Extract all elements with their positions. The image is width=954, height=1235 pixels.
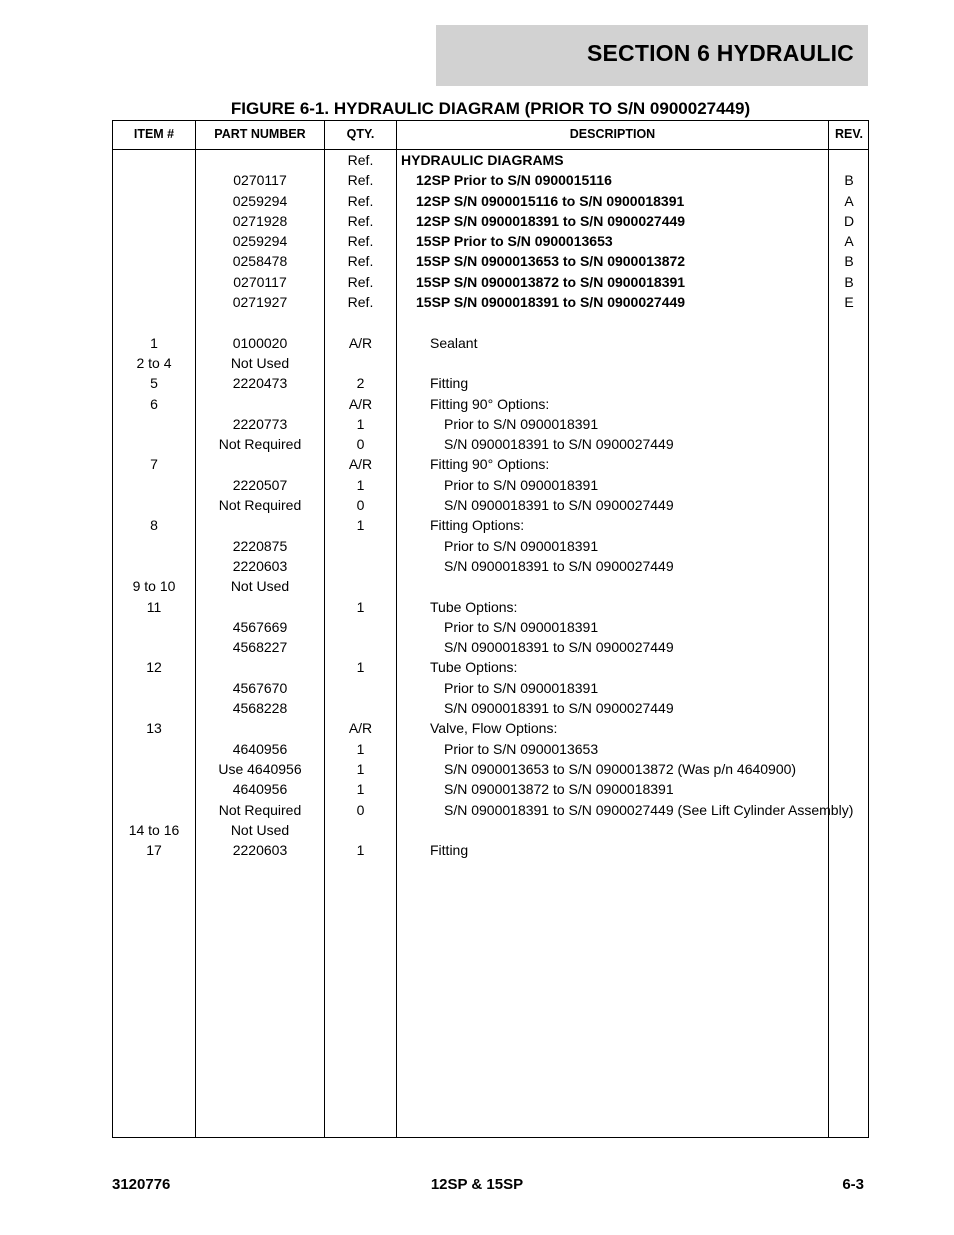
table-row: [113, 678, 868, 698]
table-row: [113, 333, 868, 353]
part-number-cell: 2220507: [232, 476, 288, 493]
table-row: [113, 414, 868, 434]
description-cell: Prior to S/N 0900018391: [444, 537, 599, 554]
description-cell: S/N 0900018391 to S/N 0900027449: [444, 700, 674, 717]
rev-cell: A: [844, 192, 854, 209]
description-cell: Fitting: [430, 842, 469, 859]
qty-cell: 1: [356, 517, 365, 534]
header-item: ITEM #: [133, 127, 175, 141]
rev-cell: B: [844, 172, 854, 189]
header-part-number: PART NUMBER: [214, 127, 306, 141]
figure-title: FIGURE 6-1. HYDRAULIC DIAGRAM (PRIOR TO S/N 0900027449): [230, 99, 751, 118]
qty-cell: 1: [356, 740, 365, 757]
table-row: [113, 211, 868, 231]
table-row: [113, 576, 868, 596]
rev-cell: A: [844, 233, 854, 250]
part-number-cell: Not Required: [218, 801, 302, 818]
part-number-cell: 4567670: [232, 679, 288, 696]
description-cell: 15SP Prior to S/N 0900013653: [416, 233, 613, 250]
table-row: [113, 170, 868, 190]
rev-cell: B: [844, 273, 854, 290]
item-number-cell: 1: [150, 334, 158, 351]
part-number-cell: 4568227: [232, 639, 288, 656]
header-rev: REV.: [834, 127, 864, 141]
part-number-cell: 0271927: [232, 294, 288, 311]
table-row: [113, 292, 868, 312]
description-cell: S/N 0900018391 to S/N 0900027449 (See Lift Cylinder Assembly): [444, 801, 854, 818]
qty-cell: 2: [356, 375, 365, 392]
part-number-cell: Not Required: [218, 436, 302, 453]
description-cell: S/N 0900013653 to S/N 0900013872 (Was p/n 4640900): [444, 760, 797, 777]
description-cell: Prior to S/N 0900018391: [444, 476, 599, 493]
qty-cell: 1: [356, 781, 365, 798]
item-number-cell: 6: [150, 395, 158, 412]
part-number-cell: 0259294: [232, 192, 288, 209]
part-number-cell: Not Required: [218, 497, 302, 514]
description-cell: HYDRAULIC DIAGRAMS: [401, 152, 564, 168]
table-row: [113, 820, 868, 840]
part-number-cell: Use 4640956: [218, 760, 302, 777]
qty-cell: A/R: [348, 334, 373, 351]
part-number-cell: 2220603: [232, 557, 288, 574]
parts-rows: [113, 150, 868, 860]
table-row: [113, 617, 868, 637]
table-row: [113, 556, 868, 576]
part-number-cell: 2220473: [232, 375, 288, 392]
description-cell: Fitting 90° Options:: [430, 395, 550, 412]
table-row: [113, 800, 868, 820]
table-row: [113, 373, 868, 393]
qty-cell: A/R: [348, 720, 373, 737]
footer-page-number: 6-3: [842, 1176, 864, 1193]
parts-table: [112, 120, 869, 1138]
description-cell: [401, 576, 855, 578]
item-number-cell: 14 to 16: [128, 821, 180, 838]
table-row: [113, 150, 868, 170]
description-cell: Tube Options:: [430, 598, 518, 615]
table-row: [113, 495, 868, 515]
part-number-cell: 4640956: [232, 740, 288, 757]
table-row: [113, 597, 868, 617]
table-row: [113, 759, 868, 779]
part-number-cell: 0270117: [233, 172, 287, 189]
table-row: [113, 536, 868, 556]
item-number-cell: 9 to 10: [132, 578, 176, 595]
table-row: [113, 840, 868, 860]
part-number-cell: 0259294: [232, 233, 288, 250]
item-number-cell: 13: [146, 720, 162, 737]
header-qty: QTY.: [346, 127, 375, 141]
description-cell: 12SP Prior to S/N 0900015116: [416, 172, 612, 189]
description-cell: Prior to S/N 0900018391: [444, 618, 599, 635]
description-cell: Valve, Flow Options:: [430, 720, 558, 737]
description-cell: Fitting: [430, 375, 469, 392]
qty-cell: Ref.: [347, 273, 374, 290]
rev-cell: D: [843, 212, 855, 229]
description-cell: 15SP S/N 0900018391 to S/N 0900027449: [416, 294, 686, 311]
part-number-cell: 2220603: [232, 842, 288, 859]
description-cell: [401, 353, 855, 355]
part-number-cell: 0258478: [232, 253, 288, 270]
part-number-cell: 2220875: [232, 537, 288, 554]
table-row: [113, 718, 868, 738]
table-row: [113, 251, 868, 271]
qty-cell: Ref.: [347, 172, 374, 189]
qty-cell: 1: [356, 842, 365, 859]
description-cell: 15SP S/N 0900013872 to S/N 0900018391: [416, 273, 686, 290]
table-row: [113, 353, 868, 373]
description-cell: Prior to S/N 0900013653: [444, 740, 599, 757]
qty-cell: 0: [356, 436, 365, 453]
section-title: SECTION 6 HYDRAULIC: [586, 40, 854, 66]
table-row: [113, 454, 868, 474]
description-cell: Tube Options:: [430, 659, 518, 676]
qty-cell: Ref.: [347, 152, 374, 168]
table-row: [113, 394, 868, 414]
qty-cell: 1: [356, 760, 365, 777]
qty-cell: 1: [356, 659, 365, 676]
item-number-cell: 12: [146, 659, 162, 676]
part-number-cell: 2220773: [232, 415, 288, 432]
part-number-cell: 0270117: [233, 273, 287, 290]
table-row: [113, 739, 868, 759]
table-row: [113, 779, 868, 799]
part-number-cell: 4568228: [232, 700, 288, 717]
part-number-cell: 4567669: [232, 618, 288, 635]
description-cell: Fitting 90° Options:: [430, 456, 550, 473]
table-row: [113, 434, 868, 454]
item-number-cell: 7: [150, 456, 158, 473]
qty-cell: Ref.: [347, 233, 374, 250]
description-cell: [401, 820, 855, 822]
part-number-cell: 0100020: [232, 334, 288, 351]
description-cell: S/N 0900018391 to S/N 0900027449: [444, 639, 674, 656]
qty-cell: 0: [356, 801, 365, 818]
description-cell: Fitting Options:: [430, 517, 525, 534]
qty-cell: 1: [356, 598, 365, 615]
description-cell: 15SP S/N 0900013653 to S/N 0900013872: [416, 253, 686, 270]
qty-cell: Ref.: [347, 294, 374, 311]
table-row: [113, 272, 868, 292]
description-cell: Sealant: [430, 334, 478, 351]
table-row: [113, 698, 868, 718]
table-row: [113, 637, 868, 657]
qty-cell: 0: [356, 497, 365, 514]
qty-cell: A/R: [348, 395, 373, 412]
part-number-cell: Not Used: [230, 578, 290, 595]
description-cell: S/N 0900018391 to S/N 0900027449: [444, 436, 674, 453]
table-row: [113, 657, 868, 677]
qty-cell: Ref.: [347, 212, 374, 229]
item-number-cell: 8: [150, 517, 158, 534]
qty-cell: 1: [356, 476, 365, 493]
section-header-box: [436, 25, 868, 86]
item-number-cell: 17: [146, 842, 162, 859]
description-cell: S/N 0900018391 to S/N 0900027449: [444, 557, 674, 574]
description-cell: 12SP S/N 0900015116 to S/N 0900018391: [416, 192, 685, 209]
table-row: [113, 231, 868, 251]
description-cell: Prior to S/N 0900018391: [444, 679, 599, 696]
part-number-cell: 4640956: [232, 781, 288, 798]
item-number-cell: 11: [146, 598, 162, 615]
part-number-cell: Not Used: [230, 354, 290, 371]
rev-cell: E: [844, 294, 854, 311]
description-cell: Prior to S/N 0900018391: [444, 415, 599, 432]
description-cell: S/N 0900013872 to S/N 0900018391: [444, 781, 674, 798]
header-description: DESCRIPTION: [569, 127, 656, 141]
table-row: [113, 191, 868, 211]
item-number-cell: 5: [150, 375, 158, 392]
qty-cell: 1: [356, 415, 365, 432]
footer-model: 12SP & 15SP: [430, 1176, 524, 1193]
description-cell: 12SP S/N 0900018391 to S/N 0900027449: [416, 212, 686, 229]
table-row: [113, 475, 868, 495]
rev-cell: B: [844, 253, 854, 270]
description-cell: S/N 0900018391 to S/N 0900027449: [444, 497, 674, 514]
qty-cell: Ref.: [347, 253, 374, 270]
table-row: [113, 515, 868, 535]
item-number-cell: 2 to 4: [136, 354, 172, 371]
spacer-row: [113, 312, 868, 332]
part-number-cell: Not Used: [230, 821, 290, 838]
part-number-cell: 0271928: [232, 212, 288, 229]
footer-doc-number: 3120776: [112, 1176, 171, 1193]
qty-cell: A/R: [348, 456, 373, 473]
qty-cell: Ref.: [347, 192, 374, 209]
